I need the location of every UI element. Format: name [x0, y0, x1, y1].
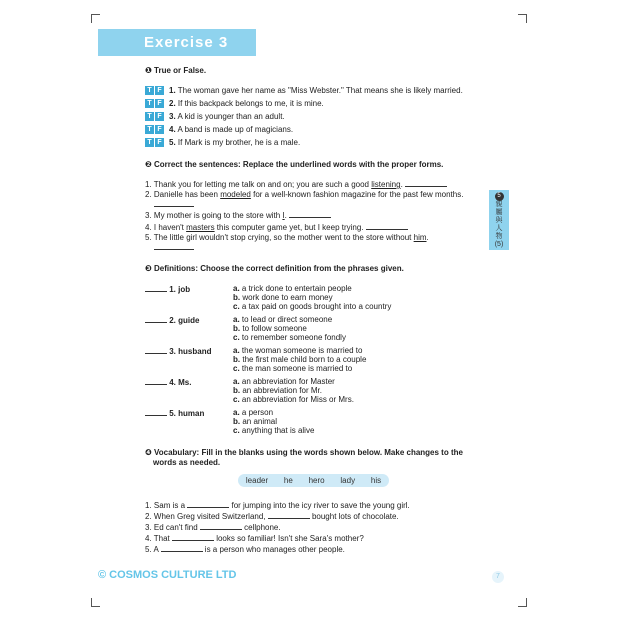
underlined-word: listening — [371, 180, 401, 189]
option-a: a. to lead or direct someone — [233, 315, 333, 324]
part3-heading — [145, 264, 404, 273]
option-a: a. a trick done to entertain people — [233, 284, 352, 293]
word-bank-item: leader — [245, 476, 269, 485]
false-box[interactable]: F — [155, 86, 164, 95]
definition-word-row: 4. Ms. — [145, 377, 191, 387]
correct-row-5: 5. The little girl wouldn't stop crying, so the mother went to the store without him. — [145, 233, 429, 242]
vocab-row-4: 4. That looks so familiar! Isn't she Sara's mother? — [145, 534, 364, 543]
sentence-end: . — [284, 211, 287, 220]
part4-number: ❹ — [145, 448, 152, 457]
option-b: b. an abbreviation for Mr. — [233, 386, 322, 395]
word-bank-item: lady — [340, 476, 356, 485]
option-text: to lead or direct someone — [241, 315, 333, 324]
part3-number: ❸ — [145, 264, 152, 273]
sentence-text: Sam is a — [153, 501, 188, 510]
option-b: b. to follow someone — [233, 324, 307, 333]
underlined-word: him — [413, 233, 427, 242]
option-b: b. the first male child born to a couple — [233, 355, 367, 364]
option-text: anything that is alive — [241, 426, 315, 435]
false-box[interactable]: F — [155, 112, 164, 121]
true-box[interactable]: T — [145, 112, 154, 121]
tf-statement: The woman gave her name as "Miss Webster." That means she is likely married. — [177, 86, 463, 95]
true-box[interactable]: T — [145, 99, 154, 108]
sentence-text: Danielle has been — [153, 190, 221, 199]
definition-word: husband — [178, 347, 212, 356]
answer-blank[interactable] — [145, 346, 167, 354]
sentence-text: The little girl wouldn't stop crying, so the mother went to the store without — [153, 233, 414, 242]
tf-row-2: T F 2. If this backpack belongs to me, it is mine. — [145, 99, 324, 108]
definition-word: human — [178, 409, 205, 418]
vocab-row-5: 5. A is a person who manages other people. — [145, 545, 345, 554]
underlined-word: I — [282, 211, 285, 220]
correct-row-3: 3. My mother is going to the store with I. — [145, 210, 331, 220]
false-box[interactable]: F — [155, 138, 164, 147]
word-bank-item: his — [370, 476, 382, 485]
sentence-text: A — [153, 545, 161, 554]
sentence-text: for jumping into the icy river to save the young girl. — [229, 501, 410, 510]
part1-heading — [145, 66, 206, 75]
underlined-word: modeled — [220, 190, 251, 199]
answer-blank[interactable] — [200, 522, 242, 530]
answer-blank[interactable] — [145, 377, 167, 385]
part3-heading-text: Definitions: Choose the correct definition from the phrases given. — [154, 264, 404, 273]
option-b: b. an animal — [233, 417, 278, 426]
definition-word-row: 5. human — [145, 408, 204, 418]
sentence-end: this computer game yet, but I keep trying. — [214, 223, 364, 232]
sentence-text: When Greg visited Switzerland, — [153, 512, 268, 521]
option-c: c. the man someone is married to — [233, 364, 353, 373]
correct-row-5-blank — [154, 242, 194, 252]
false-box[interactable]: F — [155, 99, 164, 108]
answer-blank[interactable] — [145, 284, 167, 292]
correct-row-2-blank — [154, 199, 194, 209]
option-a: a. an abbreviation for Master — [233, 377, 335, 386]
answer-blank[interactable] — [145, 408, 167, 416]
option-text: to remember someone fondly — [241, 333, 346, 342]
sentence-end: . — [400, 180, 403, 189]
chapter-number: 5 — [495, 192, 504, 201]
sentence-text: I haven't — [153, 223, 187, 232]
true-box[interactable]: T — [145, 86, 154, 95]
definition-word-row: 2. guide — [145, 315, 199, 325]
correct-row-4: 4. I haven't masters this computer game yet, but I keep trying. — [145, 222, 408, 232]
copyright-text: © COSMOS CULTURE LTD — [98, 569, 237, 581]
option-c: c. a tax paid on goods brought into a country — [233, 302, 392, 311]
option-text: a person — [241, 408, 274, 417]
crop-mark-bottom-right — [518, 598, 527, 607]
option-text: the woman someone is married to — [241, 346, 363, 355]
answer-blank[interactable] — [187, 500, 229, 508]
option-b: b. work done to earn money — [233, 293, 333, 302]
sentence-text: looks so familiar! Isn't she Sara's mother? — [213, 534, 364, 543]
answer-blank[interactable] — [268, 511, 310, 519]
option-text: a tax paid on goods brought into a country — [241, 302, 392, 311]
crop-mark-top-right — [518, 14, 527, 23]
side-tab-char: 親 — [495, 201, 503, 208]
option-text: an abbreviation for Miss or Mrs. — [241, 395, 354, 404]
page-number: 7 — [492, 571, 504, 583]
answer-blank[interactable] — [289, 210, 331, 218]
tf-row-4: T F 4. A band is made up of magicians. — [145, 125, 293, 134]
answer-blank[interactable] — [154, 242, 194, 250]
definition-word: job — [178, 285, 191, 294]
option-a: a. the woman someone is married to — [233, 346, 363, 355]
option-text: an abbreviation for Master — [241, 377, 335, 386]
side-tab-char: 屬 — [495, 209, 503, 216]
option-text: an animal — [242, 417, 278, 426]
answer-blank[interactable] — [405, 179, 447, 187]
word-bank — [238, 474, 389, 487]
definition-word-row: 3. husband — [145, 346, 211, 356]
sentence-text: cellphone. — [241, 523, 281, 532]
correct-row-2: 2. Danielle has been modeled for a well-known fashion magazine for the past few months. — [145, 190, 464, 199]
vocab-row-1: 1. Sam is a for jumping into the icy river to save the young girl. — [145, 501, 410, 510]
sentence-text: is a person who manages other people. — [202, 545, 345, 554]
answer-blank[interactable] — [161, 544, 203, 552]
crop-mark-bottom-left — [91, 598, 100, 607]
option-c: c. anything that is alive — [233, 426, 315, 435]
chapter-side-tab — [489, 190, 509, 250]
option-c: c. an abbreviation for Miss or Mrs. — [233, 395, 354, 404]
tf-statement: A band is made up of magicians. — [177, 125, 294, 134]
true-box[interactable]: T — [145, 125, 154, 134]
option-text: an abbreviation for Mr. — [242, 386, 322, 395]
option-a: a. a person — [233, 408, 274, 417]
vocab-row-3: 3. Ed can't find cellphone. — [145, 523, 281, 532]
definition-word-row: 1. job — [145, 284, 190, 294]
answer-blank[interactable] — [366, 222, 408, 230]
sentence-text: That — [153, 534, 172, 543]
side-tab-char: 與 — [495, 217, 503, 224]
option-text: the man someone is married to — [241, 364, 353, 373]
tf-row-5: T F 5. If Mark is my brother, he is a male. — [145, 138, 300, 147]
part4-heading-text: Vocabulary: Fill in the blanks using the words shown below. Make changes to the — [154, 448, 463, 457]
underlined-word: masters — [186, 223, 215, 232]
false-box[interactable]: F — [155, 125, 164, 134]
word-bank-item: hero — [308, 476, 325, 485]
answer-blank[interactable] — [172, 533, 214, 541]
part2-heading — [145, 160, 443, 169]
option-text: work done to earn money — [242, 293, 333, 302]
side-tab-char: 物 — [495, 233, 503, 240]
tf-statement: If Mark is my brother, he is a male. — [177, 138, 301, 147]
correct-row-1: 1. Thank you for letting me talk on and on; you are such a good listening. — [145, 179, 447, 189]
option-text: the first male child born to a couple — [242, 355, 367, 364]
sentence-end: for a well-known fashion magazine for the past few months. — [250, 190, 464, 199]
side-tab-sub: (5) — [494, 241, 504, 248]
crop-mark-top-left — [91, 14, 100, 23]
sentence-text: Thank you for letting me talk on and on; you are such a good — [153, 180, 372, 189]
vocab-row-2: 2. When Greg visited Switzerland, bought lots of chocolate. — [145, 512, 399, 521]
part1-number: ❶ — [145, 66, 152, 75]
part1-heading-text: True or False. — [154, 66, 207, 75]
word-bank-item: he — [283, 476, 293, 485]
answer-blank[interactable] — [154, 199, 194, 207]
side-tab-char: 人 — [495, 225, 503, 232]
sentence-text: My mother is going to the store with — [153, 211, 283, 220]
part2-heading-text: Correct the sentences: Replace the underlined words with the proper forms. — [154, 160, 444, 169]
part4-heading-line2: words as needed. — [153, 458, 221, 467]
tf-row-1: T F 1. The woman gave her name as "Miss Webster." That means she is likely married. — [145, 86, 463, 95]
sentence-text: Ed can't find — [153, 523, 200, 532]
sentence-end: . — [426, 233, 429, 242]
option-c: c. to remember someone fondly — [233, 333, 346, 342]
definition-word: Ms. — [178, 378, 192, 387]
tf-statement: If this backpack belongs to me, it is mine. — [177, 99, 324, 108]
exercise-title: Exercise 3 — [98, 29, 256, 56]
answer-blank[interactable] — [145, 315, 167, 323]
true-box[interactable]: T — [145, 138, 154, 147]
part2-number: ❷ — [145, 160, 152, 169]
tf-row-3: T F 3. A kid is younger than an adult. — [145, 112, 285, 121]
tf-statement: A kid is younger than an adult. — [177, 112, 285, 121]
option-text: to follow someone — [242, 324, 307, 333]
option-text: a trick done to entertain people — [241, 284, 352, 293]
definition-word: guide — [178, 316, 200, 325]
part4-heading — [145, 448, 463, 457]
sentence-text: bought lots of chocolate. — [309, 512, 399, 521]
